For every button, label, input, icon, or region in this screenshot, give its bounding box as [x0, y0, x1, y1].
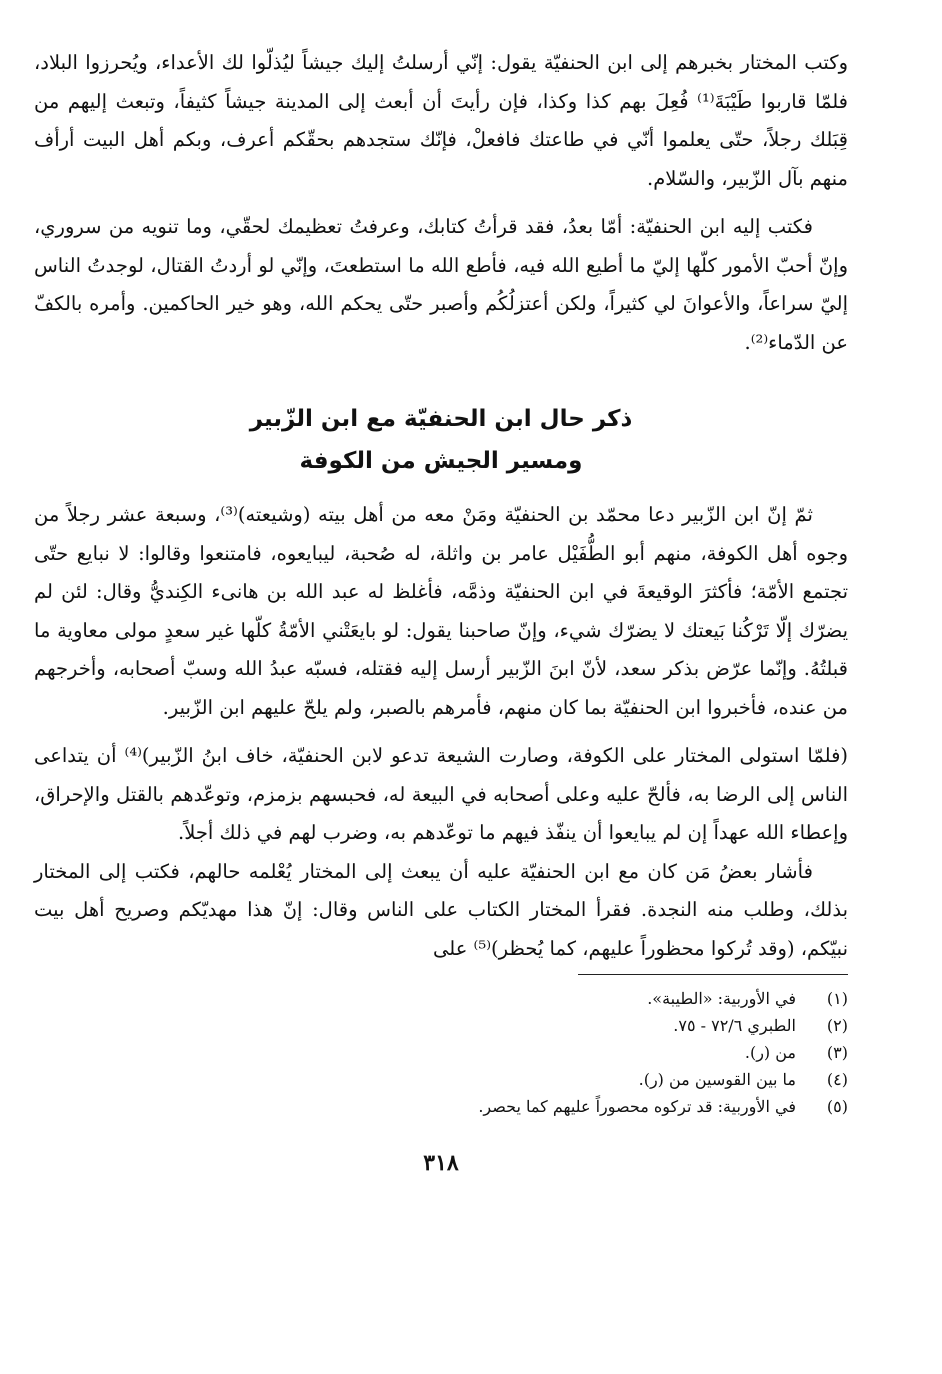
footnote-text: في الأوربية: قد تركوه محصوراً عليهم كما يحصر.	[478, 1097, 796, 1116]
section-heading-line-1: ذكر حال ابن الحنفيّة مع ابن الزّبير	[249, 406, 633, 432]
footnote-number: (٤)	[826, 1070, 848, 1089]
footnote-item	[34, 985, 848, 1012]
section-heading-line-2: ومسير الجيش من الكوفة	[299, 448, 583, 474]
footnote-number: (٥)	[826, 1097, 848, 1116]
paragraph-ibn-hanafiyya-reply: فكتب إليه ابن الحنفيّة: أمّا بعدُ، فقد قرأتُ كتابك، وعرفتُ تعظيمك لحقّي، وما تنويه من سروري، وإنّ أحبّ الأمور كلّها إليّ ما أطيع الله فيه، فأطع الله ما استطعتَ، وإنّي لو أردتُ القتال، لوجدتُ الناس إليّ سراعاً، والأعوانَ لي كثيراً، ولكن أعتزلُكُم وأصبر حتّى يحكم الله، وهو خير الحاكمين. وأمره بالكفّ عن الدّماء⁽²⁾.	[34, 215, 848, 354]
paragraph-call-for-help: فأشار بعضُ مَن كان مع ابن الحنفيّة عليه أن يبعث إلى المختار يُعْلمه حالهم، فكتب إلى المختار بذلك، وطلب منه النجدة. فقرأ المختار الكتاب على الناس وقال: إنّ هذا مهديّكم وصريح أهل بيت نبيّكم، (وقد تُركوا محظوراً عليهم، كما يُحظر)⁽⁵⁾ على	[34, 859, 848, 960]
paragraph-zamzam-imprisonment: (فلمّا استولى المختار على الكوفة، وصارت الشيعة تدعو لابن الحنفيّة، خاف ابنُ الزّبير)⁽⁴⁾ أن يتداعى الناس إلى الرضا به، فألحّ عليه وعلى أصحابه في البيعة له، فحبسهم بزمزم، وتوعّدهم بالقتل والإحراق، وإعطاء الله عهداً إن لم يبايعوا أن ينفّذ فيهم ما توعّدهم به، وضرب لهم في ذلك أجلاً.	[34, 744, 848, 844]
footnote-text: في الأوربية: «الطيبة».	[647, 989, 796, 1008]
paragraph-mukhtar-letter: وكتب المختار بخبرهم إلى ابن الحنفيّة يقول: إنّي أرسلتُ إليك جيشاً ليُذلّوا لك الأعداء، ويُحرزوا البلاد، فلمّا قاربوا طَيْبَةَ⁽¹⁾ فُعِلَ بهم كذا وكذا، فإن رأيتَ أن أبعث إلى المدينة جيشاً كثيفاً، وتبعث إليهم من قِبَلك رجلاً، حتّى يعلموا أنّي في طاعتك فافعلْ، فإنّك ستجدهم بحقّكم أعرف، وبكم أهل البيت أرأف منهم بآل الزّبير، والسّلام.	[34, 51, 849, 190]
footnote-item	[34, 1012, 848, 1039]
page-number: ٣١٨	[423, 1150, 459, 1176]
footnote-item	[34, 1039, 848, 1066]
book-page	[34, 44, 848, 1374]
paragraph-ibn-zubayr-summons: ثمّ إنّ ابن الزّبير دعا محمّد بن الحنفيّة ومَنْ معه من أهل بيته (وشيعته)⁽³⁾، وسبعة عشر رجلاً من وجوه أهل الكوفة، منهم أبو الطُّفَيْل عامر بن واثلة، له صُحبة، ليبايعوه، فامتنعوا وقالوا: لا نبايع حتّى تجتمع الأمّة؛ فأكثرَ الوقيعةَ في ابن الحنفيّة وذمَّه، فأغلظ له عبد الله بن هانىء الكِنديُّ وقال: لئن لم يضرّك إلّا تَرْكُنا بَيعتك لا يضرّك شيء، وإنّ صاحبنا يقول: لو بايعَتْني الأمّةُ كلّها غير سعدٍ مولى معاوية ما قبلتُهُ. وإنّما عرّض بذكر سعد، لأنّ ابنَ الزّبير أرسل إليه فقتله، فسبّه عبدُ الله وسبّ أصحابه، وأخرجهم من عنده، فأخبروا ابن الحنفيّة بما كان منهم، فأمرهم بالصبر، ولم يلحّ عليهم ابن الزّبير.	[34, 503, 848, 719]
footnote-item	[34, 1093, 848, 1120]
footnote-text: ما بين القوسين من (ر).	[638, 1070, 796, 1089]
footnote-number: (٣)	[826, 1043, 848, 1062]
footnotes-list	[34, 985, 848, 1120]
section-heading	[34, 398, 848, 482]
footnote-text: من (ر).	[744, 1043, 796, 1062]
footnote-item	[34, 1066, 848, 1093]
footnote-number: (١)	[826, 989, 848, 1008]
footnote-text: الطبري ٧٢/٦ - ٧٥.	[673, 1016, 796, 1035]
footnote-number: (٢)	[826, 1016, 848, 1035]
footnote-separator	[578, 974, 848, 975]
